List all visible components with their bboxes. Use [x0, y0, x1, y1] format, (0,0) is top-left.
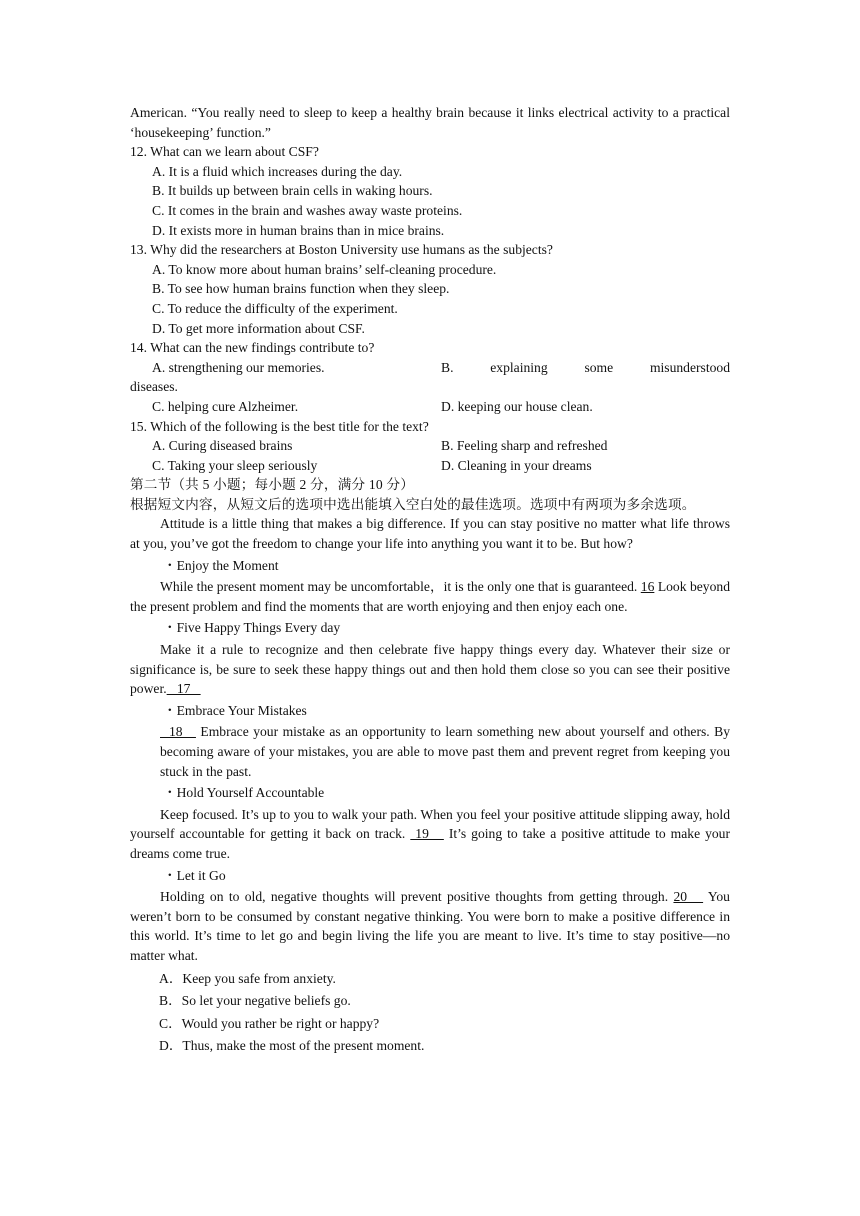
paragraph-text: Make it a rule to recognize and then celebrate five happy things every day. Whatever their size or significance is, be sure to seek these happy things out and then hold them close so you can see their positive power. — [130, 642, 730, 697]
paragraph-five-happy-things — [130, 640, 730, 699]
blank-17: 17 — [166, 681, 201, 697]
question-13-option-a: A. To know more about human brains’ self-cleaning procedure. — [152, 261, 497, 277]
question-13-option-d: D. To get more information about CSF. — [152, 320, 365, 336]
paragraph-text: Keep focused. It’s up to you to walk your path. When you feel your positive attitude slipping away, hold yourself accountable for getting it back on track. — [130, 806, 730, 842]
question-14-stem: 14. What can the new findings contribute to? — [130, 340, 375, 356]
blank-18: 18 — [160, 724, 196, 740]
question-12-option-c: C. It comes in the brain and washes away waste proteins. — [152, 202, 463, 218]
paragraph-text: Holding on to old, negative thoughts will prevent positive thoughts from getting through. — [160, 889, 674, 905]
paragraph-text: Embrace your mistake as an opportunity to learn something new about yourself and others. By becoming aware of your mistakes, you are able to move past them and prevent regret from keeping you stuck in the past. — [160, 724, 730, 779]
passage-continuation: American. “You really need to sleep to keep a healthy brain because it links electrical activity to a practical ‘housekeeping’ function.” — [130, 105, 730, 140]
question-14-options-row-2 — [130, 397, 730, 417]
answer-option-d: D．Thus, make the most of the present moment. — [159, 1038, 425, 1054]
question-15-options-row-1 — [130, 436, 730, 456]
question-14-options-row-1 — [130, 358, 730, 378]
question-12-option-b: B. It builds up between brain cells in waking hours. — [152, 183, 433, 199]
question-15-options-row-2 — [130, 456, 730, 476]
answer-option-c: C．Would you rather be right or happy? — [159, 1015, 380, 1031]
question-12-option-a: A. It is a fluid which increases during the day. — [152, 163, 403, 179]
question-14-option-b-continued: diseases. — [130, 379, 178, 395]
paragraph-text: Look beyond the present problem and find the moments that are worth enjoying and then enjoy each one. — [130, 579, 730, 614]
question-13-option-b: B. To see how human brains function when they sleep. — [152, 281, 450, 297]
blank-20: 20 — [673, 889, 704, 905]
subheading-embrace-your-mistakes: ・Embrace Your Mistakes — [163, 702, 307, 718]
question-15-stem: 15. Which of the following is the best title for the text? — [130, 418, 429, 434]
question-13-option-c: C. To reduce the difficulty of the experiment. — [152, 300, 398, 316]
question-15-option-c: C. Taking your sleep seriously — [152, 457, 318, 473]
question-14-option-c: C. helping cure Alzheimer. — [152, 398, 299, 414]
passage-intro: Attitude is a little thing that makes a big difference. If you can stay positive no matter what life throws at you, you’ve got the freedom to change your life into anything you want it to be. But how? — [130, 516, 730, 552]
question-12-stem: 12. What can we learn about CSF? — [130, 144, 319, 160]
section-instruction: 根据短文内容，从短文后的选项中选出能填入空白处的最佳选项。选项中有两项为多余选项。 — [130, 496, 696, 512]
question-15-option-a: A. Curing diseased brains — [152, 438, 293, 454]
section-heading: 第二节（共 5 小题；每小题 2 分，满分 10 分） — [130, 477, 415, 493]
paragraph-text: You weren’t born to be consumed by constant negative thinking. You were born to make a positive difference in this world. It’s time to let go and begin living the life you are meant to live. It’s time to stay positive—no matter what. — [130, 889, 730, 963]
question-14-option-b: B. explaining some misunderstood — [441, 359, 730, 375]
paragraph-enjoy-the-moment — [130, 577, 730, 616]
question-15-option-b: B. Feeling sharp and refreshed — [441, 438, 608, 454]
question-15-option-d: D. Cleaning in your dreams — [441, 457, 592, 473]
question-12-option-d: D. It exists more in human brains than in mice brains. — [152, 222, 445, 238]
subheading-five-happy-things: ・Five Happy Things Every day — [163, 620, 341, 636]
document-page — [130, 103, 730, 1058]
paragraph-text: It’s going to take a positive attitude to make your dreams come true. — [130, 826, 731, 861]
paragraph-let-it-go — [130, 887, 730, 965]
answer-option-b: B．So let your negative beliefs go. — [159, 993, 351, 1009]
paragraph-text: While the present moment may be uncomfortable，it is the only one that is guaranteed. — [160, 579, 641, 595]
question-14-option-a: A. strengthening our memories. — [152, 359, 325, 375]
answer-options-list — [130, 968, 730, 1058]
subheading-hold-yourself-accountable: ・Hold Yourself Accountable — [163, 785, 325, 801]
subheading-enjoy-the-moment: ・Enjoy the Moment — [163, 557, 279, 573]
question-14-option-d: D. keeping our house clean. — [441, 398, 593, 414]
blank-16: 16 — [640, 579, 655, 595]
blank-19: 19 — [410, 826, 444, 842]
paragraph-embrace-your-mistakes — [130, 722, 730, 781]
paragraph-hold-yourself-accountable — [130, 805, 730, 864]
answer-option-a: A．Keep you safe from anxiety. — [159, 970, 336, 986]
subheading-let-it-go: ・Let it Go — [163, 867, 226, 883]
question-13-stem: 13. Why did the researchers at Boston University use humans as the subjects? — [130, 242, 553, 258]
